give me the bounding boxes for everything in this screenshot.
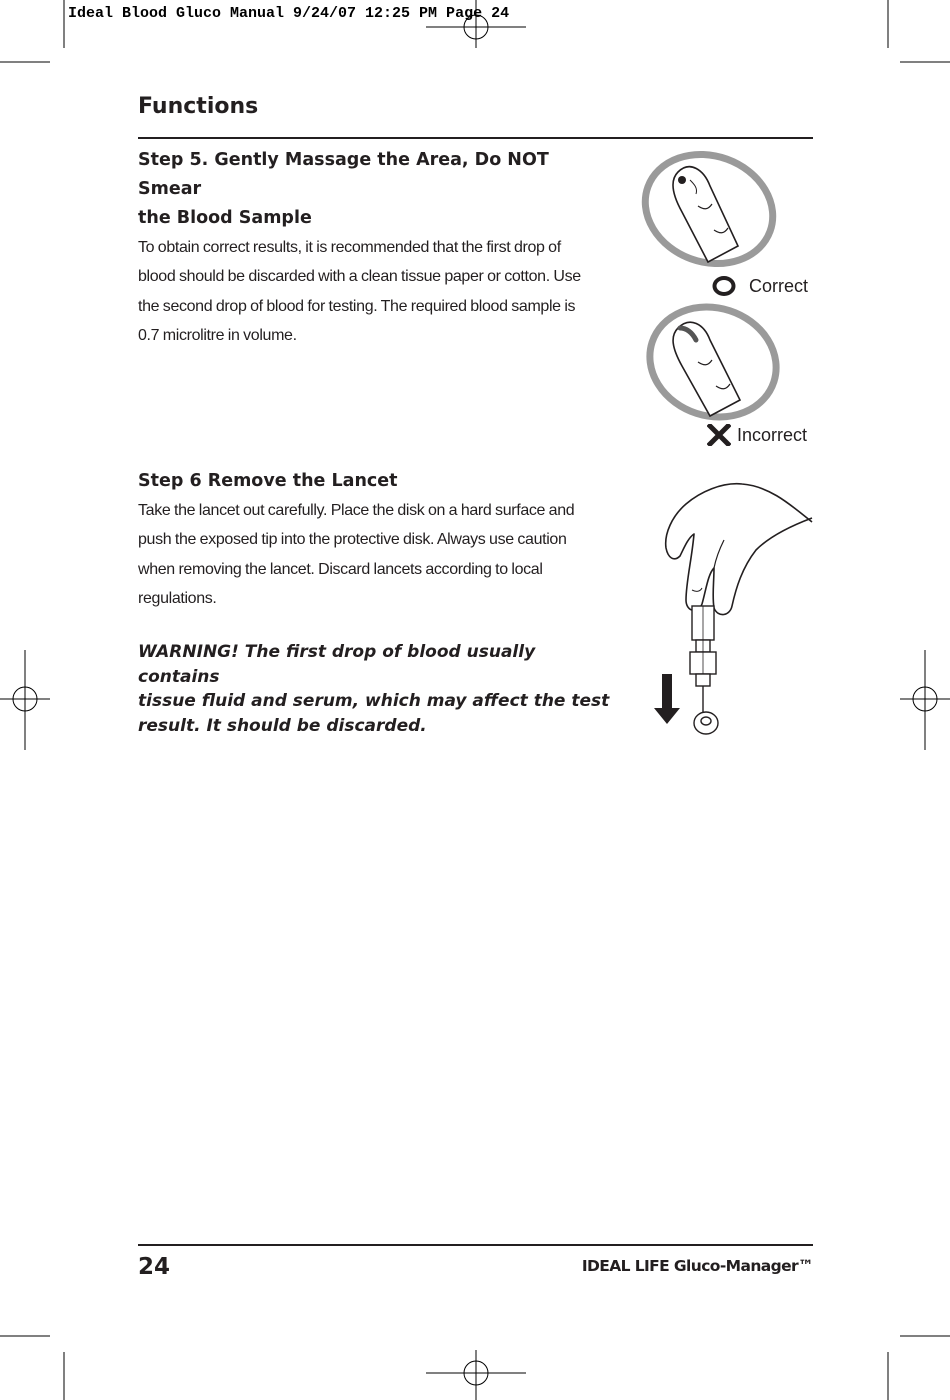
print-slug: Ideal Blood Gluco Manual 9/24/07 12:25 PM Page 24 xyxy=(68,5,510,22)
step6-body-line: push the exposed tip into the protective disk. Always use caution xyxy=(138,531,567,549)
step5-block xyxy=(138,146,608,350)
step5-body xyxy=(138,233,608,350)
warning-line: tissue fluid and serum, which may affect the test xyxy=(138,691,610,711)
footer-rule xyxy=(138,1244,813,1246)
step6-heading: Step 6 Remove the Lancet xyxy=(138,471,398,491)
step6-body-line: regulations. xyxy=(138,589,217,607)
finger-incorrect-illustration xyxy=(642,302,784,422)
lancet-icon xyxy=(690,606,716,714)
warning-line: result. It should be discarded. xyxy=(138,715,427,736)
step5-body-line: the second drop of blood for testing. The required blood sample is xyxy=(138,297,576,315)
step5-heading-line1: Step 5. Gently Massage the Area, Do NOT Smear xyxy=(138,150,549,199)
step6-body-line: Take the lancet out carefully. Place the disk on a hard surface and xyxy=(138,502,575,519)
footer-brand: IDEAL LIFE Gluco-Manager™ xyxy=(581,1257,813,1275)
step5-heading-line2: the Blood Sample xyxy=(138,208,312,228)
step6-block xyxy=(138,467,608,613)
step5-body-line: blood should be discarded with a clean tissue paper or cotton. Use xyxy=(138,268,581,286)
correct-legend xyxy=(712,275,808,297)
correct-label: Correct xyxy=(749,275,809,296)
section-title: Functions xyxy=(138,94,259,119)
header-rule xyxy=(138,137,813,139)
step5-body-line: To obtain correct results, it is recommended that the first drop of xyxy=(138,239,561,256)
finger-correct-illustration xyxy=(638,150,780,268)
page-number: 24 xyxy=(138,1254,171,1280)
x-incorrect-icon xyxy=(707,424,731,446)
protective-disk-icon xyxy=(694,712,718,734)
down-arrow-icon xyxy=(654,674,680,724)
step5-body-line: 0.7 microlitre in volume. xyxy=(138,326,297,344)
step6-body-line: when removing the lancet. Discard lancets according to local xyxy=(138,560,543,578)
warning-line: WARNING! The first drop of blood usually contains xyxy=(138,642,536,687)
blood-drop-icon xyxy=(678,176,686,184)
incorrect-label: Incorrect xyxy=(737,424,808,445)
incorrect-legend xyxy=(707,424,807,446)
lancet-removal-illustration xyxy=(652,478,816,738)
step6-body xyxy=(138,496,608,613)
circle-correct-icon xyxy=(712,275,736,297)
warning-block xyxy=(138,640,618,738)
